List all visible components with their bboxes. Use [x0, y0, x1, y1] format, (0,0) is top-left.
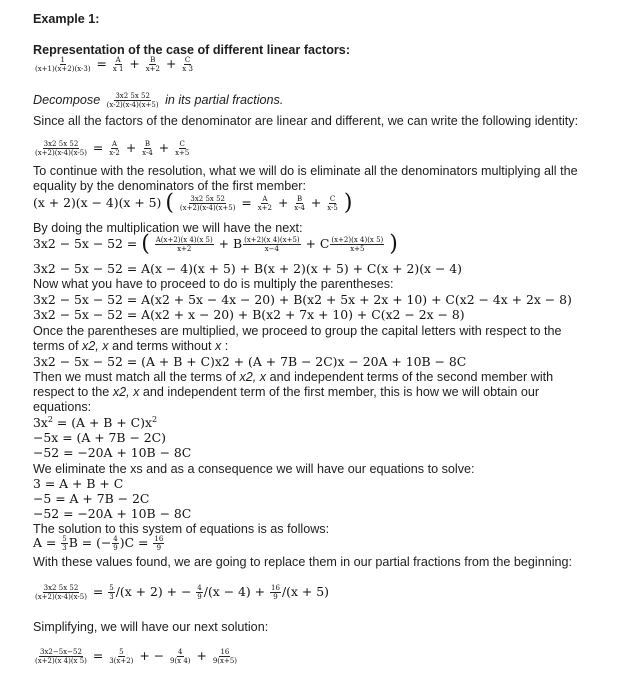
fraction: [34, 56, 92, 73]
equation-line: 3x2 − 5x − 52 = A(x − 4)(x + 5) + B(x + 2)(x + 5) + C(x + 2)(x − 4): [33, 261, 463, 276]
numerator: 4: [113, 535, 118, 543]
numerator: (x+2)(x 4)(x+5): [244, 236, 300, 244]
fraction: [326, 195, 339, 212]
denominator: x+5: [350, 245, 365, 253]
operator: +: [196, 648, 207, 663]
term: )C =: [119, 535, 149, 550]
fraction: [179, 195, 237, 212]
fraction: [61, 535, 67, 552]
numerator: 16: [154, 535, 164, 543]
term: /(x − 4) +: [203, 584, 266, 599]
solution-text: The solution to this system of equations is as follows:: [33, 522, 330, 536]
eliminate-x-text: We eliminate the xs and as a consequence we will have our equations to solve:: [33, 462, 475, 476]
solution-formula: [33, 535, 165, 552]
fraction: [112, 56, 125, 73]
replacement-formula: [33, 584, 329, 601]
numerator: C: [184, 56, 191, 64]
example-heading: Example 1:: [33, 12, 100, 26]
italic-term: x2, x: [239, 370, 267, 384]
denominator: x-4: [142, 149, 153, 157]
simplifying-text: Simplifying, we will have our next solution:: [33, 620, 269, 634]
coefficient: B: [232, 236, 243, 251]
coefficient: C: [319, 236, 330, 251]
text-run: :: [221, 339, 229, 353]
prefix-product: (x + 2)(x − 4)(x + 5): [33, 195, 162, 210]
denominator: x−4: [264, 245, 279, 253]
system-equation: −5 = A + 7B − 2C: [33, 491, 150, 506]
numerator: A: [112, 140, 118, 148]
fraction: [108, 140, 121, 157]
denominator: x 3: [182, 65, 193, 73]
operator: + −: [139, 648, 165, 663]
numerator: 16: [220, 648, 230, 656]
fraction: [153, 535, 164, 552]
denominator: x+5: [175, 149, 190, 157]
eliminate-formula: (x + 2)(x − 4)(x + 5) ( $\frac{3x2 5x 52}{(x+2)(x-4)(x+5)}$ = $\frac{A}{x+2}$ + $\frac{B}{x-4}$ + $\frac{C}{x-5}$ ): [33, 190, 353, 216]
fraction: [196, 584, 202, 601]
fraction: [293, 195, 306, 212]
numerator: 5: [119, 648, 124, 656]
text-run: Then we must match all the terms of: [33, 370, 240, 384]
fraction: [34, 584, 88, 601]
decompose-label: Decompose: [33, 93, 101, 107]
numerator: C: [329, 195, 336, 203]
denominator: 9: [273, 593, 278, 601]
numerator: 3x2 5x 52: [115, 92, 150, 100]
term: /(x + 5): [281, 584, 329, 599]
equation-line: 3x2 − 5x − 52 = A(x2 + x − 20) + B(x2 + 7x + 10) + C(x2 − 2x − 8): [33, 307, 465, 322]
italic-term: x2, x: [82, 339, 109, 353]
denominator: 9(x+5): [212, 657, 238, 665]
denominator: x+2: [257, 204, 273, 212]
then-text-line1: [33, 370, 553, 384]
with-values-text: With these values found, we are going to replace them in our partial fractions from the beginning:: [33, 555, 573, 569]
denominator: (x+2)(x-4)(x-5): [35, 593, 87, 601]
now-text: Now what you have to proceed to do is multiply the parentheses:: [33, 277, 394, 291]
text-run: respect to the: [33, 385, 113, 399]
since-text: Since all the factors of the denominator are linear and different, we can write the following identity:: [33, 114, 579, 128]
system-equation: [33, 415, 157, 430]
fraction: [212, 648, 238, 665]
numerator: 3x2−5x−52: [40, 648, 82, 656]
italic-term: x: [215, 339, 222, 353]
term: = (A + B + C)x: [52, 415, 152, 431]
denominator: 3(x+2): [109, 657, 134, 665]
numerator: 3x2 5x 52: [43, 584, 79, 592]
denominator: x-5: [327, 204, 338, 212]
then-text-line3: equations:: [33, 400, 92, 414]
denominator: x-4: [294, 204, 305, 212]
denominator: 9(x 4): [170, 657, 191, 665]
equation-line: 3x2 − 5x − 52 = A(x2 + 5x − 4x − 20) + B(x2 + 5x + 2x + 10) + C(x2 − 4x + 2x − 8): [33, 292, 572, 307]
exponent: 2: [151, 415, 158, 424]
numerator: 3x2 5x 52: [43, 140, 79, 148]
numerator: 1: [60, 56, 66, 64]
fraction: [145, 56, 161, 73]
denominator: (x+2)(x-4)(x-5): [35, 149, 87, 157]
numerator: 4: [197, 584, 202, 592]
by-doing-text: By doing the multiplication we will have the next:: [33, 221, 303, 235]
text-run: and independent term of the first member, this is how we will obtain our: [139, 385, 540, 399]
numerator: B: [144, 140, 151, 148]
fraction: [270, 584, 281, 601]
term: B = (−: [68, 535, 112, 550]
numerator: 16: [271, 584, 280, 592]
fraction: [108, 584, 114, 601]
fraction: [34, 140, 88, 157]
once-text-line2: [33, 339, 228, 353]
fraction: [141, 140, 154, 157]
equals-sign: =: [92, 584, 104, 599]
italic-term: x2, x: [112, 385, 140, 399]
numerator: 5: [62, 535, 67, 543]
text-run: and terms without: [108, 339, 216, 353]
system-equation: −52 = −20A + 10B − 8C: [33, 445, 192, 460]
representation-formula: $\frac{1}{(x+1)(x+2)(x-3)}$ = $\frac{A}{x 1}$ + $\frac{B}{x+2}$ + $\frac{C}{x 3}$: [35, 56, 193, 73]
fraction: [174, 140, 190, 157]
numerator: 5: [109, 584, 114, 592]
denominator: 9: [156, 544, 162, 552]
fraction: [112, 535, 118, 552]
denominator: x-2: [109, 149, 120, 157]
numerator: A: [115, 56, 121, 64]
denominator: 3: [62, 544, 67, 552]
denominator: 9: [197, 593, 202, 601]
final-formula: [33, 648, 239, 665]
system-equation: 3 = A + B + C: [33, 476, 124, 491]
fraction: [108, 648, 134, 665]
denominator: 9: [113, 544, 118, 552]
system-equation: −5x = (A + 7B − 2C): [33, 430, 166, 445]
equation-lhs: 3x2 − 5x − 52 =: [33, 236, 138, 251]
numerator: 4: [178, 648, 183, 656]
representation-title: Representation of the case of different linear factors:: [33, 43, 351, 57]
numerator: 3x2 5x 52: [190, 195, 225, 203]
denominator: (x+2)(x-4)(x+5): [179, 204, 236, 212]
denominator: (x+1)(x+2)(x-3): [35, 65, 91, 73]
numerator: A: [262, 195, 268, 203]
numerator: B: [150, 56, 156, 64]
equals-sign: =: [92, 648, 104, 663]
denominator: (x+2)(x 4)(x 5): [35, 657, 87, 665]
multiplication-formula: 3x2 − 5x − 52 = ( $\frac{A(x+2)(x 4)(x 5)}{x+2}$ + B $\frac{(x+2)(x 4)(x+5)}{x-4}$ + C $\frac{(x+2)(x 4)(x 5)}{x+5}$ ): [33, 231, 398, 257]
numerator: C: [179, 140, 185, 148]
denominator: x+2: [145, 65, 161, 73]
then-text-line2: [33, 385, 539, 399]
continue-text-line1: To continue with the resolution, what we will do is eliminate all the denominators multiplying all the: [33, 164, 578, 178]
fraction: [106, 92, 160, 109]
text-run: and independent terms of the second member with: [266, 370, 554, 384]
denominator: 3: [109, 593, 114, 601]
once-text-line1: Once the parentheses are multiplied, we proceed to group the capital letters with respect to the: [33, 324, 562, 338]
fraction: [155, 236, 214, 253]
exponent: 2: [47, 415, 53, 424]
text-run: terms of: [33, 339, 82, 353]
fraction: [330, 236, 384, 253]
fraction: [257, 195, 273, 212]
identity-formula: $\frac{3x2 5x 52}{(x+2)(x-4)(x-5)}$ = $\frac{A}{x-2}$ + $\frac{B}{x-4}$ + $\frac{C}{x+5}$: [35, 140, 190, 157]
decompose-line: [33, 91, 283, 109]
fraction: [243, 236, 301, 253]
numerator: B: [297, 195, 303, 203]
fraction: [181, 56, 194, 73]
decompose-suffix: in its partial fractions.: [165, 93, 284, 107]
term: 3x: [33, 415, 48, 431]
fraction: [169, 648, 192, 665]
system-equation: −52 = −20A + 10B − 8C: [33, 506, 192, 521]
denominator: x+2: [177, 245, 192, 253]
denominator: (x-2)(x-4)(x+5): [106, 101, 159, 109]
term: A =: [33, 535, 57, 550]
numerator: (x+2)(x 4)(x 5): [331, 236, 384, 244]
denominator: x 1: [112, 65, 124, 73]
continue-text-line2: equality by the denominators of the first member:: [33, 179, 306, 193]
numerator: A(x+2)(x 4)(x 5): [155, 236, 213, 244]
fraction: [34, 648, 88, 665]
term: /(x + 2) + −: [115, 584, 192, 599]
equation-line: 3x2 − 5x − 52 = (A + B + C)x2 + (A + 7B − 2C)x − 20A + 10B − 8C: [33, 354, 467, 369]
